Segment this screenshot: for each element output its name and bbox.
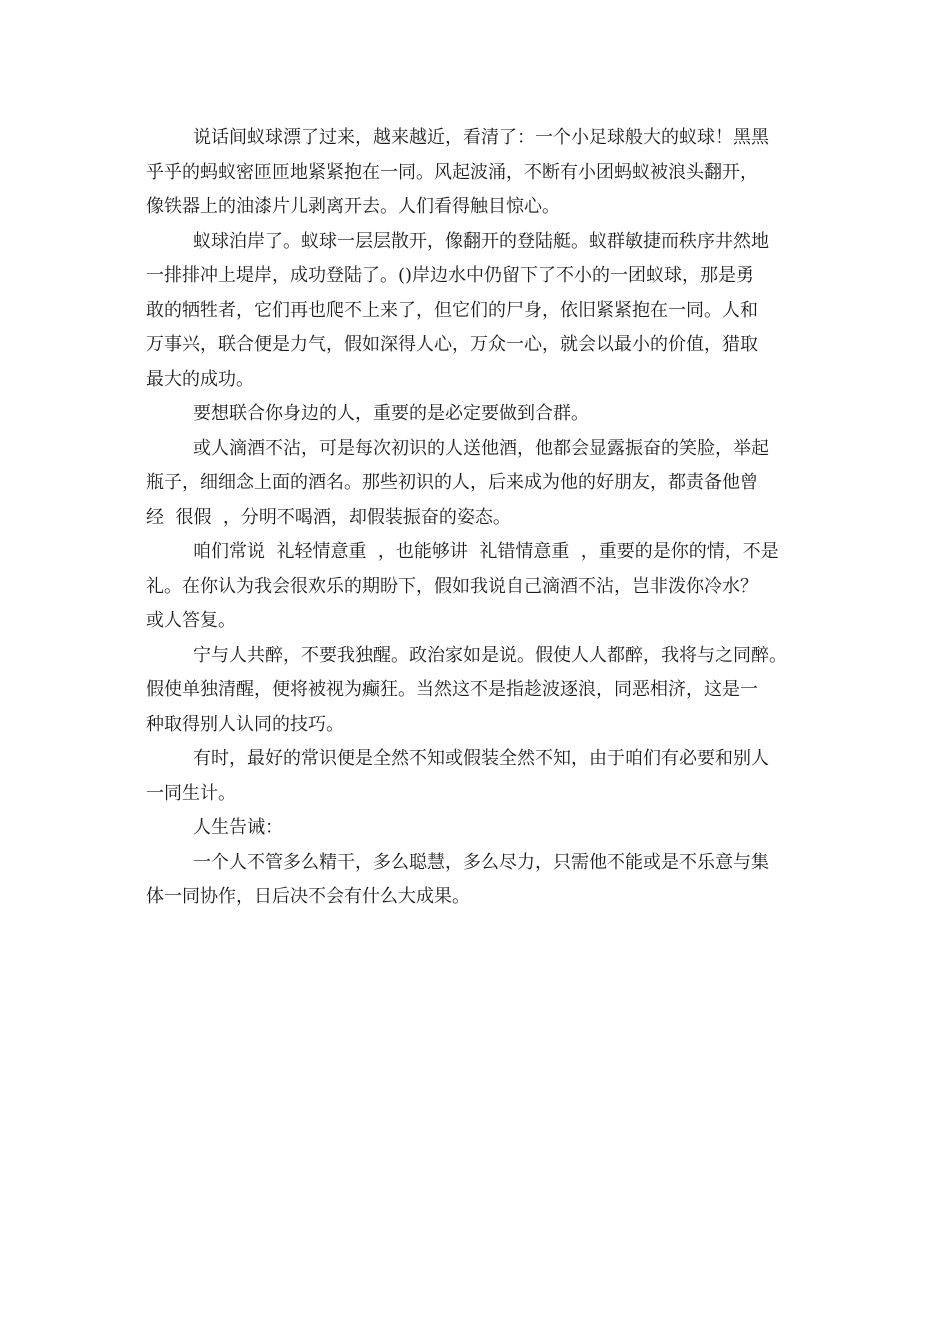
text-line: 假使单独清醒，便将被视为癫狂。当然这不是指趁波逐浪，同恶相济，这是一 <box>146 679 758 700</box>
text-line: 或人答复。 <box>146 610 236 631</box>
text-line: 要想联合你身边的人，重要的是必定要做到合群。 <box>193 403 589 424</box>
text-line: 人生告诫： <box>193 817 283 838</box>
text-line: 乎乎的蚂蚁密匝匝地紧紧抱在一同。风起波涌，不断有小团蚂蚁被浪头翻开， <box>146 161 758 183</box>
text-line: 体一同协作，日后决不会有什么大成果。 <box>146 886 470 907</box>
text-line: 蚁球泊岸了。蚁球一层层散开，像翻开的登陆艇。蚁群敏捷而秩序井然地 <box>193 230 769 252</box>
text-line: 咱们常说 礼轻情意重 ，也能够讲 礼错情意重 ，重要的是你的情，不是 <box>193 541 779 562</box>
text-line: 经 很假 ，分明不喝酒，却假装振奋的姿态。 <box>146 506 511 528</box>
text-line: 一排排冲上堤岸，成功登陆了。()岸边水中仍留下了不小的一团蚁球，那是勇 <box>146 265 755 286</box>
text-line: 说话间蚁球漂了过来，越来越近，看清了：一个小足球般大的蚁球！黑黑 <box>193 127 769 148</box>
text-line: 有时，最好的常识便是全然不知或假装全然不知，由于咱们有必要和别人 <box>193 748 769 769</box>
text-line: 敢的牺牲者，它们再也爬不上来了，但它们的尸身，依旧紧紧抱在一同。人和 <box>146 299 758 321</box>
text-line: 瓶子，细细念上面的酒名。那些初识的人，后来成为他的好朋友，都责备他曾 <box>146 472 758 493</box>
text-line: 最大的成功。 <box>146 368 254 390</box>
text-line: 礼。在你认为我会很欢乐的期盼下，假如我说自己滴酒不沾，岂非泼你冷水？ <box>146 575 758 597</box>
text-line: 像铁器上的油漆片儿剥离开去。人们看得触目惊心。 <box>146 196 560 217</box>
text-line: 一同生计。 <box>146 782 236 804</box>
text-line: 一个人不管多么精干，多么聪慧，多么尽力，只需他不能或是不乐意与集 <box>193 851 769 873</box>
text-line: 或人滴酒不沾，可是每次初识的人送他酒，他都会显露振奋的笑脸，举起 <box>193 437 769 459</box>
text-line: 种取得别人认同的技巧。 <box>146 713 344 735</box>
text-line: 万事兴，联合便是力气，假如深得人心，万众一心，就会以最小的价值，猎取 <box>146 334 758 355</box>
text-line: 宁与人共醉，不要我独醒。政治家如是说。假使人人都醉，我将与之同醉。 <box>193 644 787 666</box>
document-body <box>146 121 826 915</box>
